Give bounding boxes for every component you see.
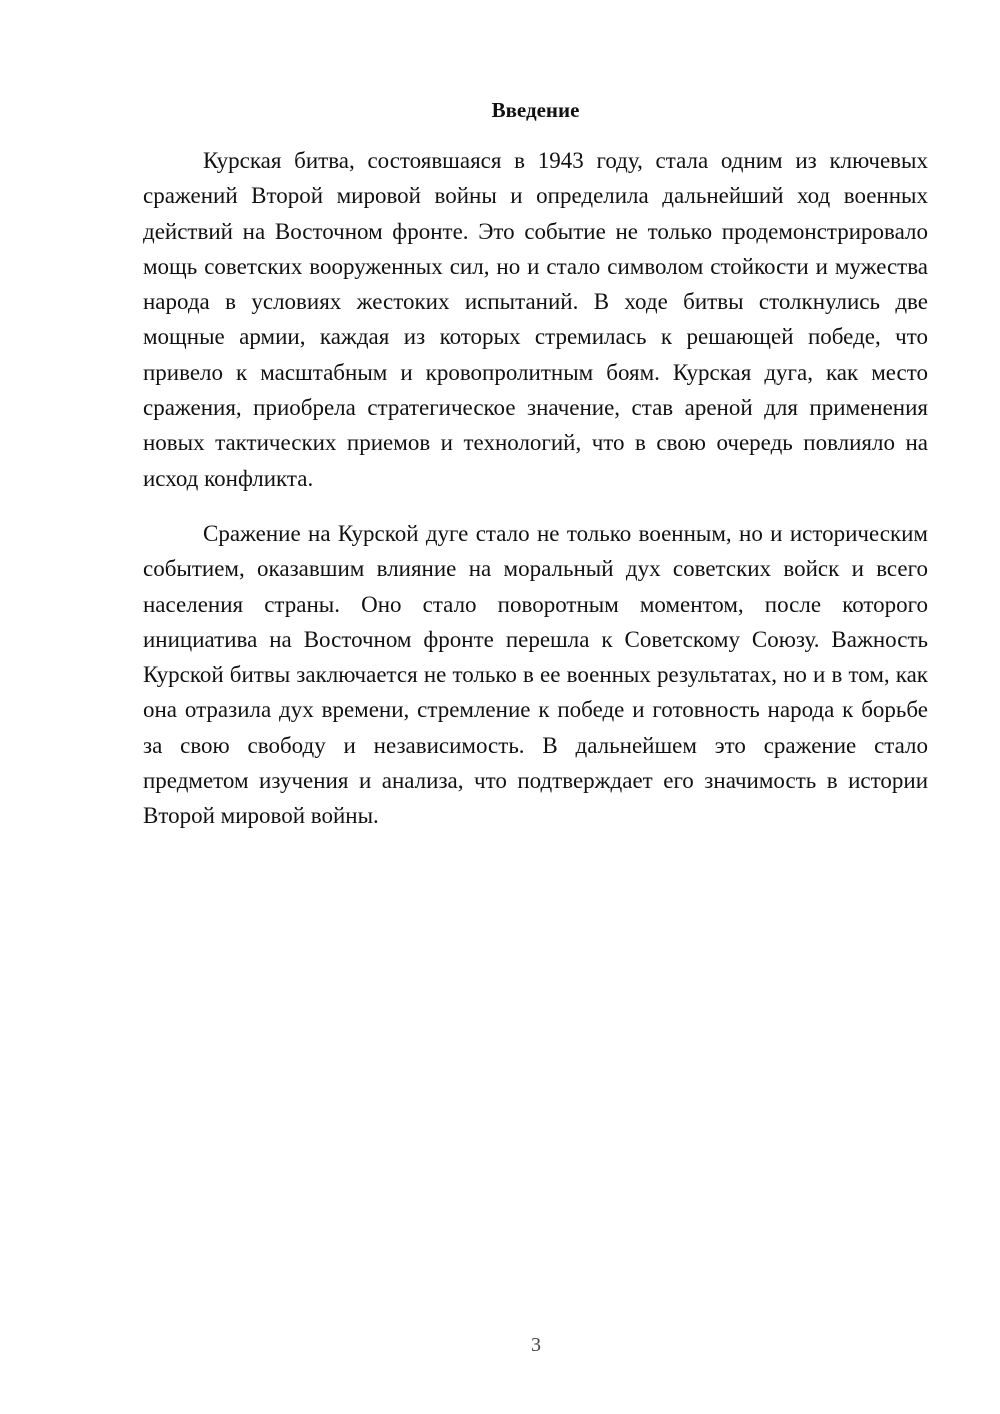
section-heading: Введение [491,98,580,122]
page-content [143,95,928,834]
page-number: 3 [531,1334,541,1356]
paragraph-1: Курская битва, состоявшаяся в 1943 году, стала одним из ключевых сражений Второй мировой войны и определила дальнейший ход военных действий на Восточном фронте. Это событие не только продемонстрировало мощь советских вооруженных сил, но и стало символом стойкости и мужества народа в условиях жестоких испытаний. В ходе битвы столкнулись две мощные армии, каждая из которых стремилась к решающей победе, что привело к масштабным и кровопролитным боям. Курская дуга, как место сражения, приобрела стратегическое значение, став ареной для применения новых тактических приемов и технологий, что в свою очередь повлияло на исход конфликта. [143,148,928,491]
paragraph-2: Сражение на Курской дуге стало не только военным, но и историческим событием, оказавшим влияние на моральный дух советских войск и всего населения страны. Оно стало поворотным моментом, после которого инициатива на Восточном фронте перешла к Советскому Союзу. Важность Курской битвы заключается не только в ее военных результатах, но и в том, как она отразила дух времени, стремление к победе и готовность народа к борьбе за свою свободу и независимость. В дальнейшем это сражение стало предметом изучения и анализа, что подтверждает его значимость в истории Второй мировой войны. [143,520,928,829]
